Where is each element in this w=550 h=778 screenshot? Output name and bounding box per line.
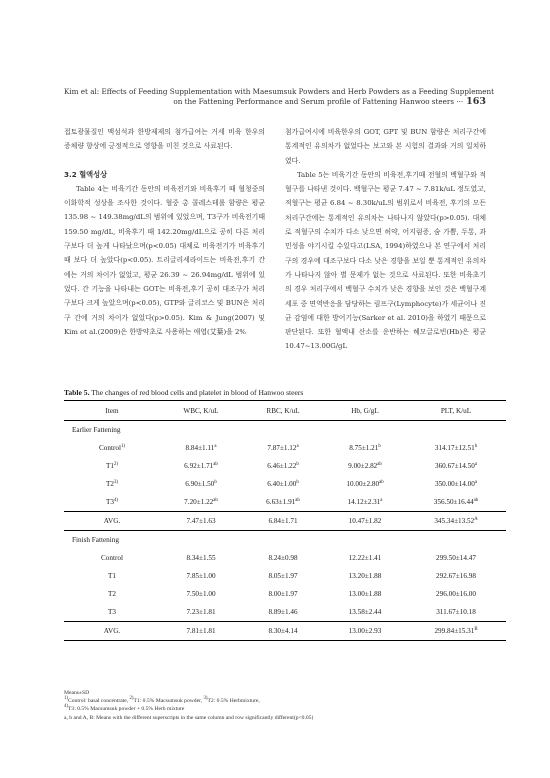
- cell-value: 6.40±1.00: [267, 480, 297, 488]
- table-row: [64, 585, 506, 603]
- row-label-text: Control: [101, 554, 123, 562]
- right-text-column: [285, 125, 486, 354]
- row-label-text: T1: [108, 572, 116, 580]
- cell-value: 8.24±0.98: [268, 554, 298, 562]
- row-label-text: T3: [106, 498, 114, 506]
- row-label-superscript: 4): [113, 498, 118, 503]
- group-label: Finish Fattening: [64, 531, 506, 550]
- table-cell: [160, 439, 242, 457]
- table-cell: [324, 567, 406, 585]
- table-row: [64, 603, 506, 622]
- cell-value: 14.12±2.31: [347, 498, 381, 506]
- row-label-superscript: 2): [113, 462, 118, 467]
- cell-value: 13.00±2.93: [348, 627, 382, 635]
- table-cell: [160, 585, 242, 603]
- table-cell: [324, 457, 406, 475]
- cell-value: 311.67±10.18: [436, 608, 476, 616]
- left-text-column: [64, 125, 265, 339]
- cell-value: 345.34±13.52: [434, 517, 475, 525]
- table-cell: [242, 439, 324, 457]
- cell-value: 10.47±1.82: [348, 517, 382, 525]
- table-cell: [242, 493, 324, 512]
- table-cell: [324, 439, 406, 457]
- footnote: $^{1)}$Control: basal concentrate, $^{2)}$T1: 0.5% Macsumsuk powder, $^{3)}$T2: 0.5% Herbmixture,: [64, 696, 260, 705]
- column-header: PLT, K/uL: [406, 401, 506, 421]
- cell-value: 7.20±1.22: [184, 498, 214, 506]
- cell-value: 6.84±1.71: [268, 517, 298, 525]
- cell-value: 10.00±2.80: [346, 480, 380, 488]
- row-label-text: T3: [108, 608, 116, 616]
- row-label: [64, 603, 160, 622]
- table-row: [64, 622, 506, 641]
- cell-superscript: ab: [213, 498, 218, 503]
- cell-value: 350.00±14.00: [434, 480, 475, 488]
- row-label-text: AVG.: [103, 627, 121, 635]
- row-label-text: T1: [106, 462, 114, 470]
- table-caption: [64, 388, 504, 397]
- footnote: Means±SD: [64, 690, 90, 696]
- table-cell: [324, 603, 406, 622]
- cell-superscript: b: [378, 444, 381, 449]
- column-header: Item: [64, 401, 160, 421]
- cell-value: 6.63±1.91: [266, 498, 296, 506]
- row-label: [64, 475, 160, 493]
- cell-value: 7.23±1.81: [186, 608, 216, 616]
- cell-value: 6.46±1.22: [267, 462, 297, 470]
- table-cell: [242, 603, 324, 622]
- row-label-superscript: 1): [120, 444, 125, 449]
- table-cell: [160, 549, 242, 567]
- cell-superscript: a: [474, 480, 478, 485]
- row-label: [64, 622, 160, 641]
- table-footnotes: [64, 689, 313, 722]
- cell-value: 356.50±16.44: [433, 498, 474, 506]
- cell-superscript: b: [474, 444, 478, 449]
- cell-value: 8.00±1.97: [268, 590, 298, 598]
- column-header: WBC, K/uL: [160, 401, 242, 421]
- table-cell: [406, 585, 506, 603]
- right-paragraph-1: 첨가급여시에 비육한우의 GOT, GPT 및 BUN 함량은 처리구간에 통계적인 유의차가 없었다는 보고와 본 시험의 결과와 거의 일치하였다.: [285, 128, 486, 165]
- column-header: RBC, K/uL: [242, 401, 324, 421]
- cell-superscript: a: [380, 498, 383, 503]
- cell-superscript: ab: [213, 462, 218, 467]
- table-cell: [160, 622, 242, 641]
- row-label-text: T2: [108, 590, 116, 598]
- row-label-text: AVG.: [103, 517, 121, 525]
- table-cell: [160, 603, 242, 622]
- table-cell: [406, 549, 506, 567]
- table-cell: [406, 493, 506, 512]
- row-label: [64, 457, 160, 475]
- row-label: [64, 585, 160, 603]
- cell-superscript: a: [474, 462, 478, 467]
- cell-value: 8.30±4.14: [268, 627, 298, 635]
- right-paragraph-2: Table 5는 비육기간 동안의 비육전,후기때 전혈의 백혈구와 적혈구를 나타낸 것이다. 백혈구는 평균 7.47 ~ 7.81k/uL 정도였고, 적혈구는 평균 6.84 ~ 8.30k/uL의 범위로서 비육전, 후기의 모든 처리구간에는 통계적인 유의차는 나타나지 않았다(p>0.05). 대체로 적혈구의 수치가 다소 낮으면 허약, 어지럼증, 숨 가쁨, 두통, 과민성을 야기시킬 수있다고(LSA, 1994)하였으나 본 연구에서 처리구의 경우에 대조구보다 다소 낮은 경향을 보일 뿐 통계적인 유의차가 나타나지 않아 별 문제가 없는 것으로 사료된다. 또한 비육초기의 경우 처리구에서 백혈구 수치가 낮은 경향을 보인 것은 백혈구계 세포 중 면역반응을 담당하는 림프구(Lymphocyte)가 세균이나 진균 감염에 대한 방어기능(Sarker et al. 2010)을 하였기 때문으로 판단된다. 또한 혈액내 산소를 운반하는 헤모글로빈(Hb)은 평균 10.47~13.00G/gL: [285, 170, 486, 351]
- table-cell: [324, 475, 406, 493]
- cell-superscript: a: [214, 444, 217, 449]
- cell-superscript: b: [296, 462, 299, 467]
- row-label-text: Control: [99, 444, 121, 452]
- cell-value: 360.67±14.50: [434, 462, 475, 470]
- cell-value: 6.92±1.71: [184, 462, 214, 470]
- group-label: Earlier Fattening: [72, 426, 121, 434]
- table-row: [64, 567, 506, 585]
- cell-value: 8.89±1.46: [268, 608, 298, 616]
- header-title-continued: on the Fattening Performance and Serum profile of Fattening Hanwoo steers ···: [173, 97, 464, 106]
- cell-value: 7.85±1.00: [186, 572, 216, 580]
- table-cell: [406, 603, 506, 622]
- table-cell: [160, 512, 242, 531]
- table-cell: [160, 567, 242, 585]
- table-cell: [242, 549, 324, 567]
- table-cell: [324, 622, 406, 641]
- cell-value: 8.05±1.97: [268, 572, 298, 580]
- cell-superscript: ab: [377, 462, 382, 467]
- table-row: [64, 493, 506, 512]
- cell-value: 7.81±1.81: [186, 627, 216, 635]
- cell-value: 7.47±1.63: [186, 517, 216, 525]
- footnote: $^{4)}$T3: 0.5% Macsumsuk powder + 0.5% Herb mixture: [64, 704, 185, 713]
- row-label: [64, 439, 160, 457]
- table-row: [64, 549, 506, 567]
- running-header: [64, 87, 495, 107]
- row-label: [64, 567, 160, 585]
- table-row: [64, 512, 506, 531]
- table-cell: [160, 493, 242, 512]
- table-row: [64, 475, 506, 493]
- row-label: [64, 549, 160, 567]
- cell-value: 13.00±1.88: [348, 590, 382, 598]
- footnote: a, b and A, B: Means with the different superscripts in the same column and row significantly different(p<0.05): [64, 714, 314, 721]
- table-cell: [324, 585, 406, 603]
- table-cell: [324, 512, 406, 531]
- table-cell: [242, 475, 324, 493]
- table-cell: [242, 585, 324, 603]
- row-label-superscript: 3): [113, 480, 118, 485]
- left-paragraph-1: 접토광물질인 맥섬석과 한방제제의 첨가급여는 거세 비육 한우의 증체량 향상에 긍정적으로 영향을 미친 것으로 사료된다.: [64, 128, 265, 151]
- header-line-1: Kim et al: Effects of Feeding Supplementation with Maesumsuk Powders and Herb Powders as a Feeding Supplement: [64, 87, 495, 96]
- cell-value: 13.58±2.44: [348, 608, 382, 616]
- cell-value: 314.17±12.51: [434, 444, 475, 452]
- table-cell: [242, 512, 324, 531]
- cell-value: 296.00±16.00: [436, 590, 476, 598]
- cell-superscript: ab: [295, 498, 300, 503]
- page-number: 163: [466, 96, 486, 107]
- table-cell: [242, 622, 324, 641]
- table-cell: [242, 567, 324, 585]
- table-cell: [160, 475, 242, 493]
- cell-superscript: ab: [473, 498, 479, 503]
- table-cell: [324, 549, 406, 567]
- table-cell: [406, 622, 506, 641]
- cell-value: 13.20±1.88: [348, 572, 382, 580]
- left-paragraph-2: Table 4는 비육기간 동안의 비육전기와 비육후기 때 혈청중의 이화학적 성상을 조사한 것이다. 혈중 총 콜레스테롤 함량은 평균 135.98 ~ 149.38mg/dL의 범위에 있었으며, T3구가 비육전기때 159.50 mg/dL, 비육후기 때 142.20mg/dL으로 공히 다른 처리구보다 더 높게 나타났으며(p<0.05) 대체로 비육전기가 비육후기때 보다 더 높았다(p<0.05). 트리글리세라이드는 비육전,후기 간에는 거의 차이가 없었고, 평균 26.39 ~ 26.94mg/dL 범위에 있었다. 간 기능을 나타내는 GOT는 비육전,후기 공히 대조구가 처리구보다 크게 높았으며(p<0.05), GTP와 글리코스 및 BUN은 처리구 간에 거의 차이가 없었다(p>0.05). Kim & Jung(2007) 및 Kim et al.(2009)은 한방약초로 사용하는 애엽(艾葉)을 2%: [64, 184, 265, 336]
- data-table: [64, 400, 506, 641]
- group-row: [64, 421, 506, 440]
- cell-value: 299.50±14.47: [436, 554, 476, 562]
- row-label: [64, 493, 160, 512]
- table-header-row: [64, 401, 506, 421]
- cell-superscript: A: [474, 517, 478, 522]
- cell-value: 8.75±1.21: [349, 444, 379, 452]
- section-heading: 3.2 혈액성상: [64, 169, 108, 179]
- cell-superscript: B: [474, 627, 478, 632]
- table-row: [64, 457, 506, 475]
- table-cell: [406, 512, 506, 531]
- table-body: [64, 421, 506, 641]
- header-line-2: [64, 97, 486, 107]
- cell-value: 8.34±1.55: [186, 554, 216, 562]
- group-row: [64, 531, 506, 550]
- table-cell: [406, 439, 506, 457]
- column-header: Hb, G/gL: [324, 401, 406, 421]
- cell-value: 292.67±16.98: [436, 572, 476, 580]
- table-cell: [160, 457, 242, 475]
- cell-superscript: b: [214, 480, 217, 485]
- table-cell: [242, 457, 324, 475]
- table-cell: [406, 475, 506, 493]
- cell-value: 7.87±1.12: [267, 444, 297, 452]
- row-label-text: T2: [106, 480, 114, 488]
- row-label: [64, 512, 160, 531]
- table-cell: [406, 567, 506, 585]
- cell-superscript: ab: [379, 480, 384, 485]
- cell-value: 299.84±15.31: [434, 627, 475, 635]
- cell-value: 12.22±1.41: [348, 554, 382, 562]
- cell-superscript: a: [296, 444, 299, 449]
- cell-value: 7.50±1.00: [186, 590, 216, 598]
- table-cell: [324, 493, 406, 512]
- table-cell: [406, 457, 506, 475]
- cell-value: 6.90±1.50: [185, 480, 215, 488]
- table-caption-label: Table 5.: [64, 388, 90, 397]
- cell-value: 9.00±2.82: [348, 462, 378, 470]
- cell-value: 8.84±1.11: [185, 444, 215, 452]
- cell-superscript: b: [296, 480, 299, 485]
- table-row: [64, 439, 506, 457]
- table-caption-text: The changes of red blood cells and platelet in blood of Hanwoo steers: [91, 388, 304, 397]
